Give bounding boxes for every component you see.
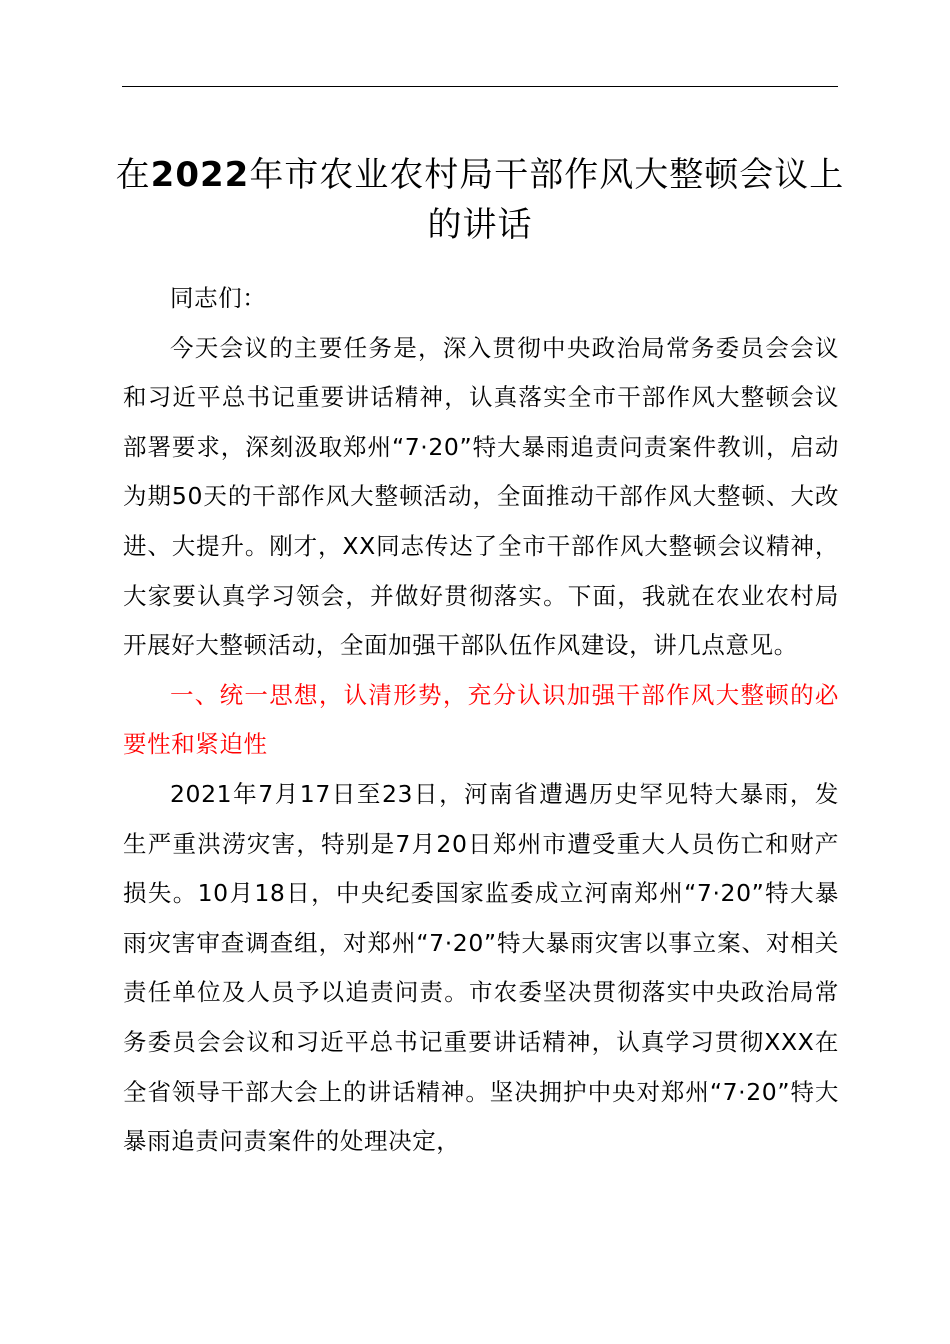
section-heading: 一、统一思想，认清形势，充分认识加强干部作风大整顿的必要性和紧迫性 [123,680,839,759]
title-suffix: 年市农业农村局干部作风大整顿会议上的讲话 [249,155,845,245]
document-title [110,150,850,250]
section-paragraph: 2021年7月17日至23日，河南省遭遇历史罕见特大暴雨，发生严重洪涝灾害，特别是7月20日郑州市遭受重大人员伤亡和财产损失。10月18日，中央纪委国家监委成立河南郑州“7·20”特大暴雨灾害审查调查组，对郑州“7·20”特大暴雨灾害以事立案、对相关责任单位及人员予以追责问责。市农委坚决贯彻落实中央政治局常务委员会会议和习近平总书记重要讲话精神，认真学习贯彻XXX在全省领导干部大会上的讲话精神。坚决拥护中央对郑州“7·20”特大暴雨追责问责案件的处理决定， [123,779,839,1156]
document-body [123,274,839,1167]
header-rule [122,86,838,87]
intro-paragraph: 今天会议的主要任务是，深入贯彻中央政治局常务委员会会议和习近平总书记重要讲话精神，认真落实全市干部作风大整顿会议部署要求，深刻汲取郑州“7·20”特大暴雨追责问责案件教训，启动为期50天的干部作风大整顿活动，全面推动干部作风大整顿、大改进、大提升。刚才，XX同志传达了全市干部作风大整顿会议精神，大家要认真学习领会，并做好贯彻落实。下面，我就在农业农村局开展好大整顿活动，全面加强干部队伍作风建设，讲几点意见。 [123,333,839,660]
title-prefix: 在 [115,155,151,195]
title-year: 2022 [150,155,250,195]
salutation: 同志们： [170,284,267,312]
